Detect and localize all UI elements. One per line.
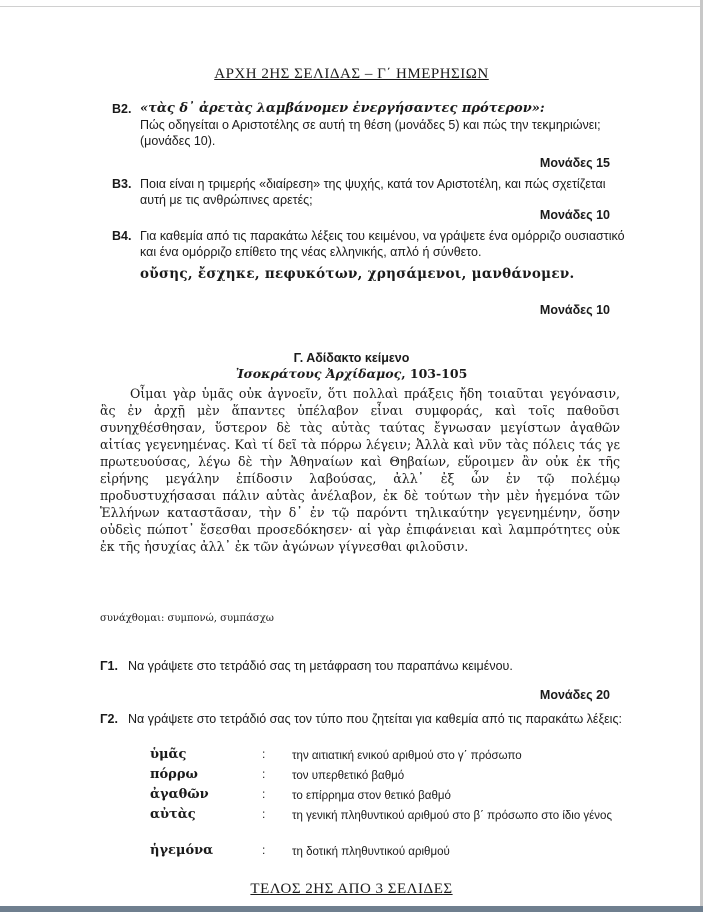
separator: :: [262, 807, 266, 821]
question-number: Β4.: [112, 229, 132, 243]
form-description: τη γενική πληθυντικού αριθμού στο β΄ πρόσωπο στο ίδιο γένος: [292, 810, 612, 822]
question-b2: [112, 101, 632, 149]
question-text: Ποια είναι η τριμερής «διαίρεση» της ψυχής, κατά τον Αριστοτέλη, και πώς σχετίζεται αυτή με τις ανθρώπινες αρετές;: [140, 177, 606, 207]
unseen-text-paragraph: Οἶμαι γὰρ ὑμᾶς οὐκ ἀγνοεῖν, ὅτι πολλαὶ πράξεις ἤδη τοιαῦται γεγόνασιν, ἃς ἐν ἀρχῇ μὲν ἅπαντες ὑπέλαβον εἶναι συμφοράς, καὶ τοῖς παθοῦσι συνηχθέσθησαν, ὕστερον δὲ τὰς αὐτὰς ταύτας ἔγνωσαν μεγίστων ἀγαθῶν αἰτίας γεγενημένας. Καὶ τί δεῖ τὰ πόρρω λέγειν; Ἀλλὰ καὶ νῦν τὰς πόλεις τάς γε πρωτευούσας, λέγω δὲ τὴν Ἀθηναίων καὶ Θηβαίων, εὕροιμεν ἂν οὐκ ἐκ τῆς εἰρήνης μεγάλην ἐπίδοσιν λαβούσας, ἀλλ᾽ ἐξ ὧν ἐν τῷ πολέμῳ προδυστυχήσασαι πάλιν αὑτὰς ἀνέλαβον, ἐκ δὲ τούτων τὴν μὲν ἡγεμόνα τῶν Ἑλλήνων καταστᾶσαν, τὴν δ᾽ ἐν τῷ παρόντι τηλικαύτην γεγενημένην, ὅσην οὐδεὶς πώποτ᾽ ἔσεσθαι προσεδόκησεν· αἱ γὰρ ἐπιφάνειαι καὶ λαμπρότητες οὐκ ἐκ τῆς ἡσυχίας ἀλλ᾽ ἐκ τῶν ἀγώνων γίγνεσθαι φιλοῦσιν.: [100, 386, 620, 554]
marks-g1: Μονάδες 20: [539, 688, 610, 702]
word: ἡγεμόνα: [150, 843, 214, 858]
form-description: τον υπερθετικό βαθμό: [292, 770, 405, 782]
question-b3: [112, 176, 632, 208]
marks-b2: Μονάδες 15: [539, 156, 610, 170]
form-description: την αιτιατική ενικού αριθμού στο γ΄ πρόσωπο: [292, 750, 522, 762]
question-g1: [100, 658, 640, 674]
separator: :: [262, 843, 266, 857]
unseen-text: [100, 385, 620, 555]
question-words: οὔσης, ἔσχηκε, πεφυκότων, χρησάμενοι, μανθάνομεν.: [140, 266, 575, 282]
marks-b4: Μονάδες 10: [539, 303, 610, 317]
word: αὐτὰς: [150, 807, 196, 822]
question-text: Για καθεμία από τις παρακάτω λέξεις του κειμένου, να γράψετε ένα ομόρριζο ουσιαστικό και ένα ομόρριζο επίθετο της νέας ελληνικής, απλό ή σύνθετο.: [140, 229, 625, 259]
source-ref: , 103-105: [401, 366, 468, 381]
page-footer-title: ΤΕΛΟΣ 2ΗΣ ΑΠΟ 3 ΣΕΛΙΔΕΣ: [250, 881, 453, 897]
window-top-edge: [0, 0, 703, 7]
page-header-title: ΑΡΧΗ 2ΗΣ ΣΕΛΙΔΑΣ – Γ΄ ΗΜΕΡΗΣΙΩΝ: [214, 66, 489, 82]
taskbar-strip: [0, 906, 703, 912]
form-description: το επίρρημα στον θετικό βαθμό: [292, 790, 451, 802]
question-number: Γ1.: [100, 659, 118, 673]
section-c-source: [0, 366, 703, 381]
word: ἀγαθῶν: [150, 787, 209, 802]
source-work: Ἀρχίδαμος: [325, 366, 402, 381]
gloss-note: συνάχθομαι: συμπονώ, συμπάσχω: [100, 613, 274, 624]
word: πόρρω: [150, 767, 198, 782]
word: ὑμᾶς: [150, 747, 187, 762]
question-number: Β3.: [112, 177, 132, 191]
section-c-heading: Γ. Αδίδακτο κείμενο: [293, 351, 410, 365]
source-author: Ἰσοκράτους: [235, 366, 322, 381]
separator: :: [262, 747, 266, 761]
form-description: τη δοτική πληθυντικού αριθμού: [292, 846, 450, 858]
separator: :: [262, 787, 266, 801]
question-quote: «τὰς δ᾽ ἀρετὰς λαμβάνομεν ἐνεργήσαντες πρότερον»:: [140, 101, 545, 116]
question-text: Πώς οδηγείται ο Αριστοτέλης σε αυτή τη θέση (μονάδες 5) και πώς την τεκμηριώνει; (μονάδες 10).: [140, 118, 601, 148]
question-b4: [112, 228, 632, 282]
question-text: Να γράψετε στο τετράδιό σας τη μετάφραση του παραπάνω κειμένου.: [128, 659, 513, 673]
marks-b3: Μονάδες 10: [539, 208, 610, 222]
question-text: Να γράψετε στο τετράδιό σας τον τύπο που ζητείται για καθεμία από τις παρακάτω λέξεις:: [128, 712, 622, 726]
question-number: Β2.: [112, 102, 132, 116]
separator: :: [262, 767, 266, 781]
question-number: Γ2.: [100, 712, 118, 726]
question-g2: [100, 711, 640, 727]
